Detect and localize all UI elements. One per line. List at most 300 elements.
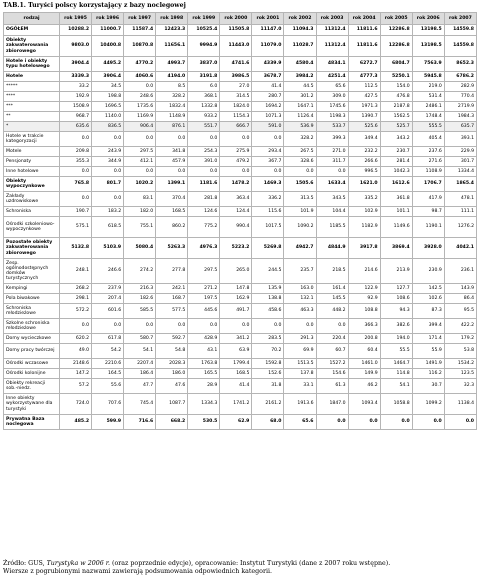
table-cell: 297.5 — [188, 259, 220, 284]
table-cell: 147.2 — [60, 369, 92, 379]
column-header-year: rok 2003 — [316, 13, 348, 25]
table-cell: 1198.3 — [316, 112, 348, 122]
table-cell: 1513.5 — [284, 359, 316, 369]
table-cell: 237.9 — [92, 284, 124, 294]
table-row — [4, 147, 477, 157]
column-header-year: rok 2004 — [348, 13, 380, 25]
table-cell: 0.0 — [92, 192, 124, 207]
table-row — [4, 379, 477, 394]
table-cell: 197.5 — [188, 294, 220, 304]
column-header-year: rok 2001 — [252, 13, 284, 25]
table-cell: 61.3 — [316, 379, 348, 394]
table-cell: 162.9 — [220, 294, 252, 304]
table-cell: 116.2 — [412, 369, 444, 379]
table-cell: 11094.3 — [284, 25, 316, 36]
table-cell: 194.0 — [380, 334, 412, 344]
table-cell: 95.5 — [444, 304, 476, 319]
row-label: Pensjonaty — [4, 157, 60, 167]
table-cell: 143.9 — [444, 284, 476, 294]
table-cell: 301.2 — [284, 92, 316, 102]
table-cell: 968.7 — [60, 112, 92, 122]
table-cell: 154.0 — [380, 82, 412, 92]
table-cell: 591.0 — [252, 122, 284, 132]
table-cell: 237.6 — [412, 147, 444, 157]
table-cell: 393.1 — [444, 132, 476, 147]
table-cell: 12286.8 — [380, 25, 412, 36]
table-cell: 83.1 — [124, 192, 156, 207]
table-cell: 54.2 — [92, 344, 124, 359]
row-label: Ośrodki szkoleniowo-wypoczynkowe — [4, 217, 60, 238]
table-cell: 123.5 — [444, 369, 476, 379]
table-row — [4, 319, 477, 334]
table-cell: 755.1 — [124, 217, 156, 238]
table-cell: 1647.1 — [284, 102, 316, 112]
table-cell: 124.4 — [220, 207, 252, 217]
table-cell: 254.3 — [188, 147, 220, 157]
source-line2: Wiersze z pogrubionymi nazwami zawierają podsumowania odpowiednich kategorii. — [3, 568, 273, 575]
table-cell: 617.8 — [92, 334, 124, 344]
table-cell: 14559.8 — [444, 25, 476, 36]
source-publication: Turystyka w 2006 r. — [46, 560, 111, 567]
table-cell: 164.5 — [92, 369, 124, 379]
table-cell: 108.6 — [380, 294, 412, 304]
row-label: Hotele w trakcie kategoryzacji — [4, 132, 60, 147]
table-cell: 0.0 — [188, 319, 220, 334]
column-header-year: rok 1996 — [92, 13, 124, 25]
table-cell: 11587.4 — [124, 25, 156, 36]
table-row — [4, 157, 477, 167]
table-cell: 268.2 — [60, 284, 92, 294]
table-cell: 54.8 — [156, 344, 188, 359]
table-cell: 0.0 — [316, 319, 348, 334]
table-cell: 1017.5 — [252, 217, 284, 238]
table-row — [4, 394, 477, 415]
source-prefix: Źródło: GUS, — [3, 560, 47, 567]
table-cell: 2187.8 — [380, 102, 412, 112]
row-label: *** — [4, 102, 60, 112]
table-cell: 1534.2 — [444, 359, 476, 369]
table-cell: 132.1 — [284, 294, 316, 304]
table-cell: 363.4 — [220, 192, 252, 207]
row-label: Ośrodki kolonijne — [4, 369, 60, 379]
table-cell: 1108.9 — [412, 167, 444, 177]
table-cell: 1612.6 — [380, 177, 412, 192]
table-cell: 31.8 — [252, 379, 284, 394]
table-cell: 668.2 — [156, 415, 188, 430]
table-cell: 580.7 — [124, 334, 156, 344]
table-cell: 112.5 — [348, 82, 380, 92]
table-cell: 209.8 — [60, 147, 92, 157]
table-cell: 478.1 — [444, 192, 476, 207]
source-note — [3, 560, 479, 576]
table-cell: 165.5 — [188, 369, 220, 379]
table-cell: 341.8 — [156, 147, 188, 157]
table-cell: 458.6 — [252, 304, 284, 319]
table-cell: 0.0 — [60, 132, 92, 147]
table-cell: 382.6 — [380, 319, 412, 334]
table-cell: 344.9 — [92, 157, 124, 167]
table-cell: 147.8 — [220, 284, 252, 294]
table-row — [4, 284, 477, 294]
table-cell: 1138.4 — [444, 394, 476, 415]
table-cell: 309.0 — [316, 92, 348, 102]
table-cell: 314.5 — [220, 92, 252, 102]
table-cell: 0.0 — [284, 167, 316, 177]
table-cell: 6804.7 — [380, 57, 412, 72]
table-cell: 1984.3 — [444, 112, 476, 122]
table-cell: 0.0 — [252, 132, 284, 147]
table-cell: 448.2 — [316, 304, 348, 319]
table-cell: 69.9 — [284, 344, 316, 359]
table-cell: 530.5 — [188, 415, 220, 430]
table-cell: 0.0 — [348, 415, 380, 430]
table-cell: 601.6 — [92, 304, 124, 319]
table-cell: 274.2 — [124, 259, 156, 284]
table-cell: 63.9 — [220, 344, 252, 359]
table-cell: 12423.3 — [156, 25, 188, 36]
table-cell: 479.2 — [220, 157, 252, 167]
row-label: Motele — [4, 147, 60, 157]
table-cell: 53.8 — [444, 344, 476, 359]
table-cell: 186.4 — [124, 369, 156, 379]
table-cell: 0.0 — [316, 415, 348, 430]
table-cell: 399.4 — [412, 319, 444, 334]
table-cell: 0.0 — [252, 319, 284, 334]
table-cell: 11811.6 — [348, 36, 380, 57]
table-cell: 0.0 — [380, 415, 412, 430]
table-cell: 555.5 — [412, 122, 444, 132]
table-cell: 577.5 — [156, 304, 188, 319]
row-label: Prywatna Baza noclegowa — [4, 415, 60, 430]
column-header-year: rok 2006 — [412, 13, 444, 25]
table-row — [4, 112, 477, 122]
row-label: Obiekty wypoczynkowe — [4, 177, 60, 192]
table-cell: 70.2 — [252, 344, 284, 359]
table-row — [4, 167, 477, 177]
table-cell: 370.4 — [156, 192, 188, 207]
table-cell: 311.7 — [316, 157, 348, 167]
table-cell: 9994.9 — [188, 36, 220, 57]
table-cell: 283.5 — [252, 334, 284, 344]
table-cell: 0.0 — [92, 167, 124, 177]
table-cell: 0.0 — [156, 132, 188, 147]
table-cell: 183.2 — [92, 207, 124, 217]
column-header-year: rok 1997 — [124, 13, 156, 25]
table-cell: 1399.1 — [156, 177, 188, 192]
table-cell: 5263.3 — [156, 238, 188, 259]
table-cell: 86.4 — [444, 294, 476, 304]
table-row — [4, 369, 477, 379]
table-cell: 328.6 — [284, 157, 316, 167]
table-cell: 1149.6 — [380, 217, 412, 238]
row-label: ***** — [4, 82, 60, 92]
table-cell: 198.8 — [92, 92, 124, 102]
table-cell: 422.2 — [444, 319, 476, 334]
row-label: Hotele i obiekty typu hotelowego — [4, 57, 60, 72]
table-cell: 3906.4 — [92, 72, 124, 82]
table-cell: 716.6 — [124, 415, 156, 430]
table-cell: 14559.8 — [444, 36, 476, 57]
table-cell: 2719.9 — [444, 102, 476, 112]
table-cell: 745.4 — [124, 394, 156, 415]
table-cell: 366.3 — [348, 319, 380, 334]
table-row — [4, 334, 477, 344]
table-cell: 572.2 — [60, 304, 92, 319]
table-cell: 313.5 — [284, 192, 316, 207]
table-cell: 724.0 — [60, 394, 92, 415]
table-cell: 1633.4 — [316, 177, 348, 192]
table-cell: 27.0 — [220, 82, 252, 92]
table-cell: 5132.8 — [60, 238, 92, 259]
table-cell: 248.6 — [124, 92, 156, 102]
table-cell: 585.5 — [124, 304, 156, 319]
table-cell: 2028.3 — [156, 359, 188, 369]
table-cell: 906.4 — [124, 122, 156, 132]
table-cell: 3837.0 — [188, 57, 220, 72]
column-header-year: rok 1995 — [60, 13, 92, 25]
table-cell: 0.0 — [60, 319, 92, 334]
table-cell: 0.0 — [252, 167, 284, 177]
table-row — [4, 344, 477, 359]
table-cell: 104.4 — [316, 207, 348, 217]
table-cell: 1087.7 — [156, 394, 188, 415]
table-cell: 11811.6 — [348, 25, 380, 36]
table-row — [4, 82, 477, 92]
table-cell: 575.1 — [60, 217, 92, 238]
table-cell: 476.8 — [380, 92, 412, 102]
table-cell: 94.3 — [380, 304, 412, 319]
table-cell: 417.9 — [412, 192, 444, 207]
table-cell: 343.2 — [380, 132, 412, 147]
table-cell: 0.0 — [124, 132, 156, 147]
table-cell: 1154.3 — [220, 112, 252, 122]
row-label: Ośrodki wczasowe — [4, 359, 60, 369]
table-cell: 49.0 — [60, 344, 92, 359]
table-cell: 4844.9 — [316, 238, 348, 259]
table-cell: 243.9 — [92, 147, 124, 157]
table-cell: 1799.4 — [220, 359, 252, 369]
table-cell: 3678.7 — [252, 72, 284, 82]
table-cell: 4495.2 — [92, 57, 124, 72]
table-cell: 92.9 — [348, 294, 380, 304]
table-cell: 428.9 — [188, 334, 220, 344]
table-cell: 291.3 — [284, 334, 316, 344]
table-cell: 4580.4 — [284, 57, 316, 72]
table-cell: 427.5 — [348, 92, 380, 102]
table-cell: 1020.2 — [124, 177, 156, 192]
table-cell: 11028.7 — [284, 36, 316, 57]
table-cell: 2210.6 — [92, 359, 124, 369]
table-cell: 108.8 — [348, 304, 380, 319]
table-cell: 87.3 — [412, 304, 444, 319]
table-cell: 11443.0 — [220, 36, 252, 57]
table-cell: 207.4 — [92, 294, 124, 304]
table-cell: 341.2 — [220, 334, 252, 344]
table-cell: 182.6 — [124, 294, 156, 304]
table-cell: 1099.2 — [412, 394, 444, 415]
table-cell: 0.0 — [188, 132, 220, 147]
table-cell: 41.4 — [220, 379, 252, 394]
table-row — [4, 177, 477, 192]
table-cell: 11505.8 — [220, 25, 252, 36]
table-cell: 230.9 — [412, 259, 444, 284]
table-row — [4, 122, 477, 132]
row-label: Schroniska młodzieżowe — [4, 304, 60, 319]
table-cell: 620.2 — [60, 334, 92, 344]
table-cell: 0.0 — [60, 192, 92, 207]
table-cell: 4993.7 — [156, 57, 188, 72]
column-header-year: rok 2007 — [444, 13, 476, 25]
table-cell: 0.0 — [156, 167, 188, 177]
table-cell: 138.8 — [252, 294, 284, 304]
table-cell: 3917.8 — [348, 238, 380, 259]
table-cell: 168.5 — [156, 207, 188, 217]
table-cell: 328.2 — [284, 132, 316, 147]
table-cell: 551.7 — [188, 122, 220, 132]
table-cell: 220.4 — [316, 334, 348, 344]
table-cell: 102.9 — [348, 207, 380, 217]
table-cell: 525.6 — [348, 122, 380, 132]
table-cell: 1126.4 — [284, 112, 316, 122]
table-cell: 0.0 — [220, 132, 252, 147]
table-cell: 55.9 — [412, 344, 444, 359]
table-cell: 533.7 — [316, 122, 348, 132]
table-cell: 367.7 — [252, 157, 284, 167]
table-cell: 3928.0 — [412, 238, 444, 259]
table-cell: 343.5 — [316, 192, 348, 207]
table-cell: 57.2 — [60, 379, 92, 394]
table-cell: 1334.3 — [188, 394, 220, 415]
table-cell: 4194.0 — [156, 72, 188, 82]
table-row — [4, 294, 477, 304]
table-cell: 43.1 — [188, 344, 220, 359]
table-cell: 186.0 — [156, 369, 188, 379]
table-cell: 28.9 — [188, 379, 220, 394]
table-cell: 55.6 — [92, 379, 124, 394]
table-cell: 3339.3 — [60, 72, 92, 82]
table-cell: 399.3 — [316, 132, 348, 147]
table-cell: 5103.9 — [92, 238, 124, 259]
table-cell: 102.6 — [412, 294, 444, 304]
table-cell: 8.5 — [156, 82, 188, 92]
table-cell: 122.9 — [348, 284, 380, 294]
column-header-year: rok 1998 — [156, 13, 188, 25]
table-cell: 13198.5 — [412, 36, 444, 57]
table-cell: 4060.6 — [124, 72, 156, 82]
row-label: Inne hotelowe — [4, 167, 60, 177]
column-header-year: rok 2000 — [220, 13, 252, 25]
column-header-year: rok 1999 — [188, 13, 220, 25]
table-cell: 236.1 — [444, 259, 476, 284]
table-cell: 62.9 — [220, 415, 252, 430]
table-cell: 2161.2 — [252, 394, 284, 415]
table-cell: 1334.4 — [444, 167, 476, 177]
table-cell: 1745.6 — [316, 102, 348, 112]
table-cell: 990.4 — [220, 217, 252, 238]
table-cell: 860.2 — [156, 217, 188, 238]
table-row — [4, 57, 477, 72]
table-cell: 1071.3 — [252, 112, 284, 122]
table-cell: 65.6 — [284, 415, 316, 430]
table-cell: 10870.8 — [124, 36, 156, 57]
table-cell: 0.0 — [412, 415, 444, 430]
table-cell: 876.1 — [156, 122, 188, 132]
table-cell: 391.0 — [188, 157, 220, 167]
table-cell: 154.6 — [316, 369, 348, 379]
table-row — [4, 415, 477, 430]
table-cell: 230.7 — [380, 147, 412, 157]
table-cell: 770.4 — [444, 92, 476, 102]
table-cell: 1190.1 — [412, 217, 444, 238]
table-row — [4, 359, 477, 369]
table-cell: 33.2 — [60, 82, 92, 92]
table-cell: 1527.2 — [316, 359, 348, 369]
table-cell: 1865.4 — [444, 177, 476, 192]
table-body — [4, 25, 477, 430]
table-cell: 4942.7 — [284, 238, 316, 259]
table-cell: 1058.8 — [380, 394, 412, 415]
table-cell: 0.0 — [124, 82, 156, 92]
table-row — [4, 72, 477, 82]
table-cell: 1276.2 — [444, 217, 476, 238]
table-row — [4, 36, 477, 57]
table-cell: 4770.2 — [124, 57, 156, 72]
table-cell: 0.0 — [124, 167, 156, 177]
table-cell: 275.9 — [220, 147, 252, 157]
table-cell: 0.0 — [156, 319, 188, 334]
table-cell: 336.2 — [252, 192, 284, 207]
table-cell: 536.9 — [284, 122, 316, 132]
table-cell: 30.7 — [412, 379, 444, 394]
table-cell: 218.5 — [316, 259, 348, 284]
table-cell: 98.7 — [412, 207, 444, 217]
table-cell: 1181.6 — [188, 177, 220, 192]
table-cell: 4251.4 — [316, 72, 348, 82]
table-cell: 267.5 — [284, 147, 316, 157]
table-row — [4, 207, 477, 217]
table-cell: 277.8 — [156, 259, 188, 284]
row-label: Obiekty zakwaterowania zbiorowego — [4, 36, 60, 57]
table-cell: 1140.0 — [92, 112, 124, 122]
table-cell: 271.6 — [412, 157, 444, 167]
table-cell: 836.5 — [92, 122, 124, 132]
table-cell: 1562.5 — [380, 112, 412, 122]
table-cell: 214.6 — [348, 259, 380, 284]
table-cell: 163.0 — [284, 284, 316, 294]
table-cell: 11079.0 — [252, 36, 284, 57]
table-cell: 11656.1 — [156, 36, 188, 57]
table-cell: 111.1 — [444, 207, 476, 217]
table-cell: 12286.8 — [380, 36, 412, 57]
table-cell: 10400.8 — [92, 36, 124, 57]
table-cell: 1696.5 — [92, 102, 124, 112]
table-row — [4, 132, 477, 147]
table-cell: 933.2 — [188, 112, 220, 122]
table-cell: 6786.2 — [444, 72, 476, 82]
table-cell: 463.3 — [284, 304, 316, 319]
table-cell: 599.9 — [92, 415, 124, 430]
tourists-table — [3, 12, 477, 430]
table-cell: 5080.4 — [124, 238, 156, 259]
table-cell: 4777.3 — [348, 72, 380, 82]
table-cell: 282.9 — [444, 82, 476, 92]
table-cell: 361.8 — [380, 192, 412, 207]
table-cell: 1469.3 — [252, 177, 284, 192]
table-cell: 1148.9 — [156, 112, 188, 122]
table-cell: 142.5 — [412, 284, 444, 294]
table-cell: 32.3 — [444, 379, 476, 394]
row-label: Domy pracy twórczej — [4, 344, 60, 359]
